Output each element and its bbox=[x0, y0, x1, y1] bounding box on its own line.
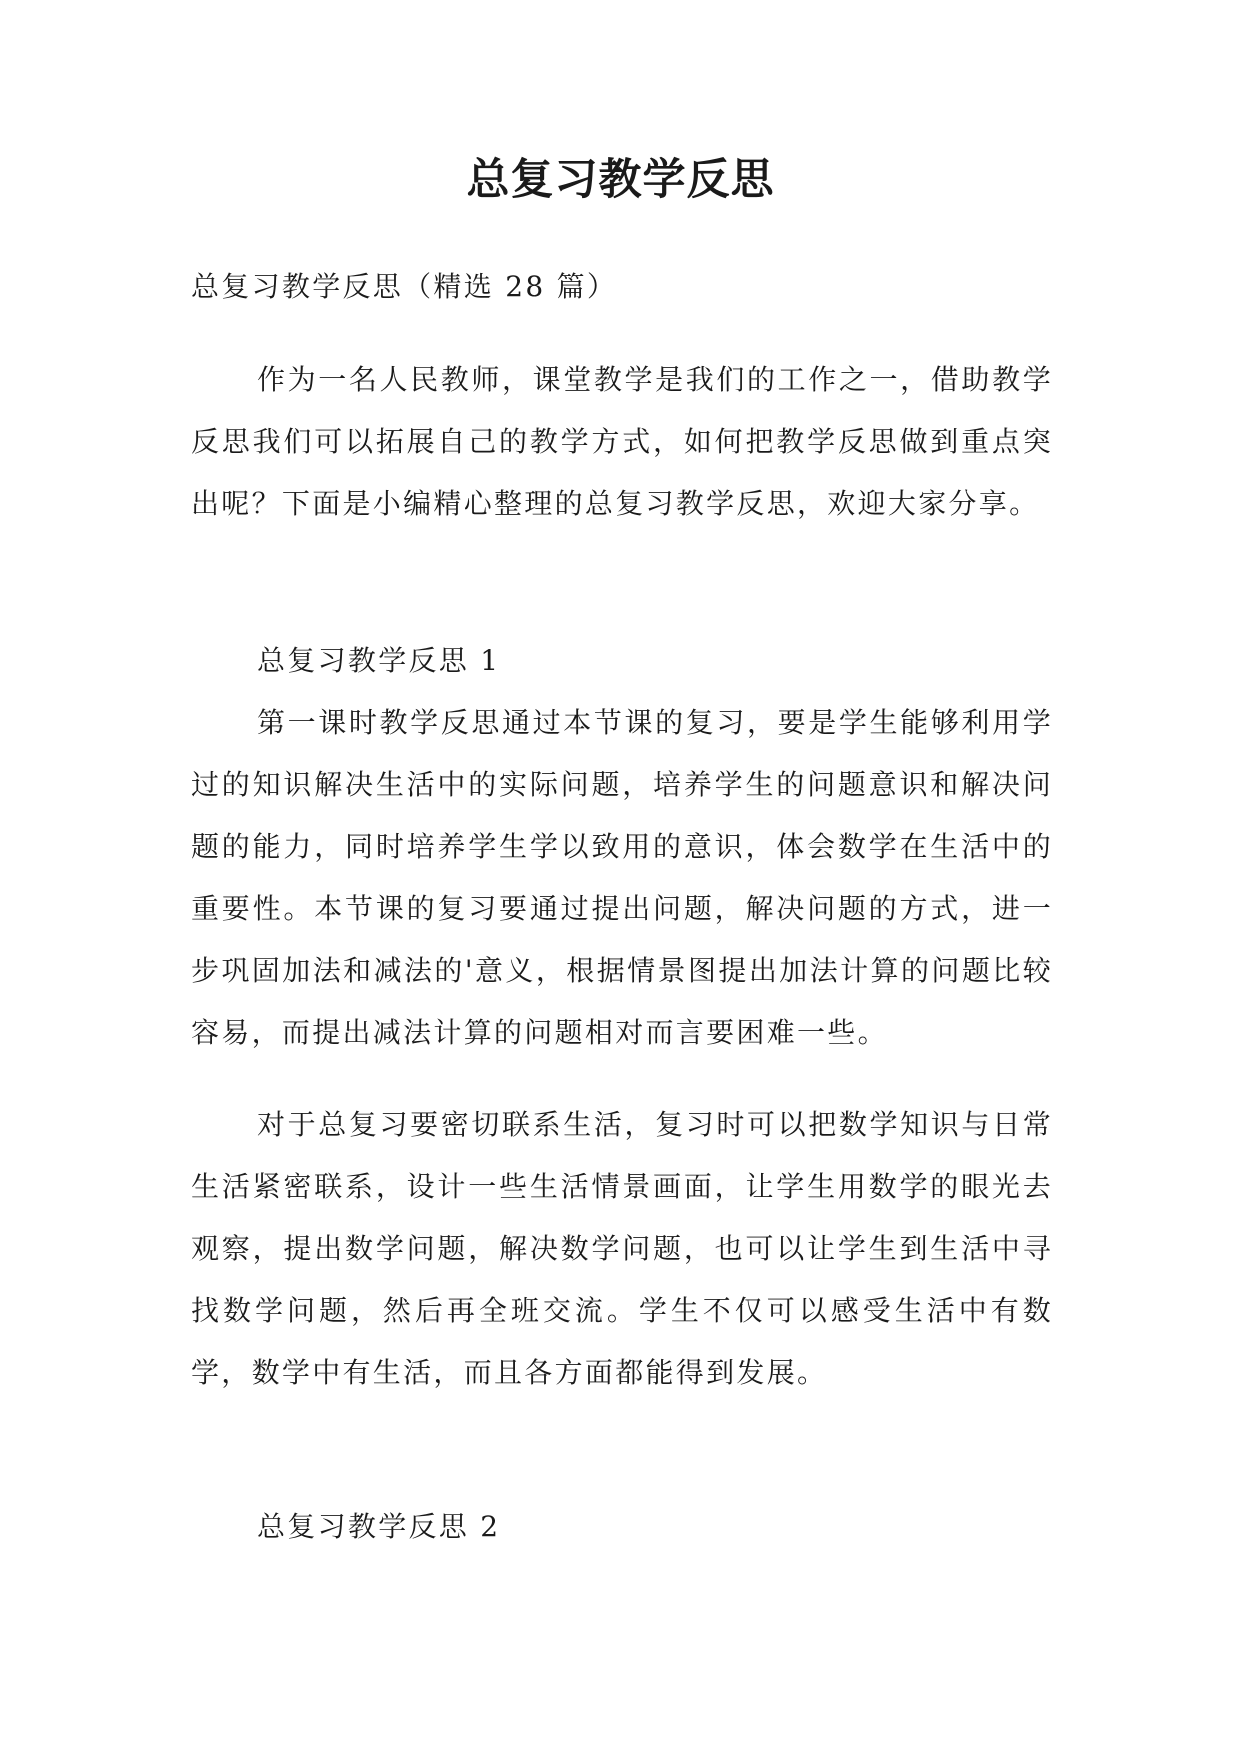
intro-paragraph: 作为一名人民教师，课堂教学是我们的工作之一，借助教学反思我们可以拓展自己的教学方式，如何把教学反思做到重点突出呢？下面是小编精心整理的总复习教学反思，欢迎大家分享。 bbox=[191, 363, 1053, 520]
section-heading-1: 总复习教学反思 1 bbox=[257, 644, 501, 677]
document-subtitle: 总复习教学反思（精选 28 篇） bbox=[191, 270, 618, 303]
section-1-paragraph-1: 第一课时教学反思通过本节课的复习，要是学生能够利用学过的知识解决生活中的实际问题，培养学生的问题意识和解决问题的能力，同时培养学生学以致用的意识，体会数学在生活中的重要性。本节课的复习要通过提出问题，解决问题的方式，进一步巩固加法和减法的'意义，根据情景图提出加法计算的问题比较容易，而提出减法计算的问题相对而言要困难一些。 bbox=[191, 706, 1053, 1049]
section-1-paragraph-2: 对于总复习要密切联系生活，复习时可以把数学知识与日常生活紧密联系，设计一些生活情景画面，让学生用数学的眼光去观察，提出数学问题，解决数学问题，也可以让学生到生活中寻找数学问题，然后再全班交流。学生不仅可以感受生活中有数学，数学中有生活，而且各方面都能得到发展。 bbox=[191, 1108, 1053, 1389]
section-heading-2: 总复习教学反思 2 bbox=[257, 1510, 501, 1543]
document-title: 总复习教学反思 bbox=[466, 155, 775, 205]
